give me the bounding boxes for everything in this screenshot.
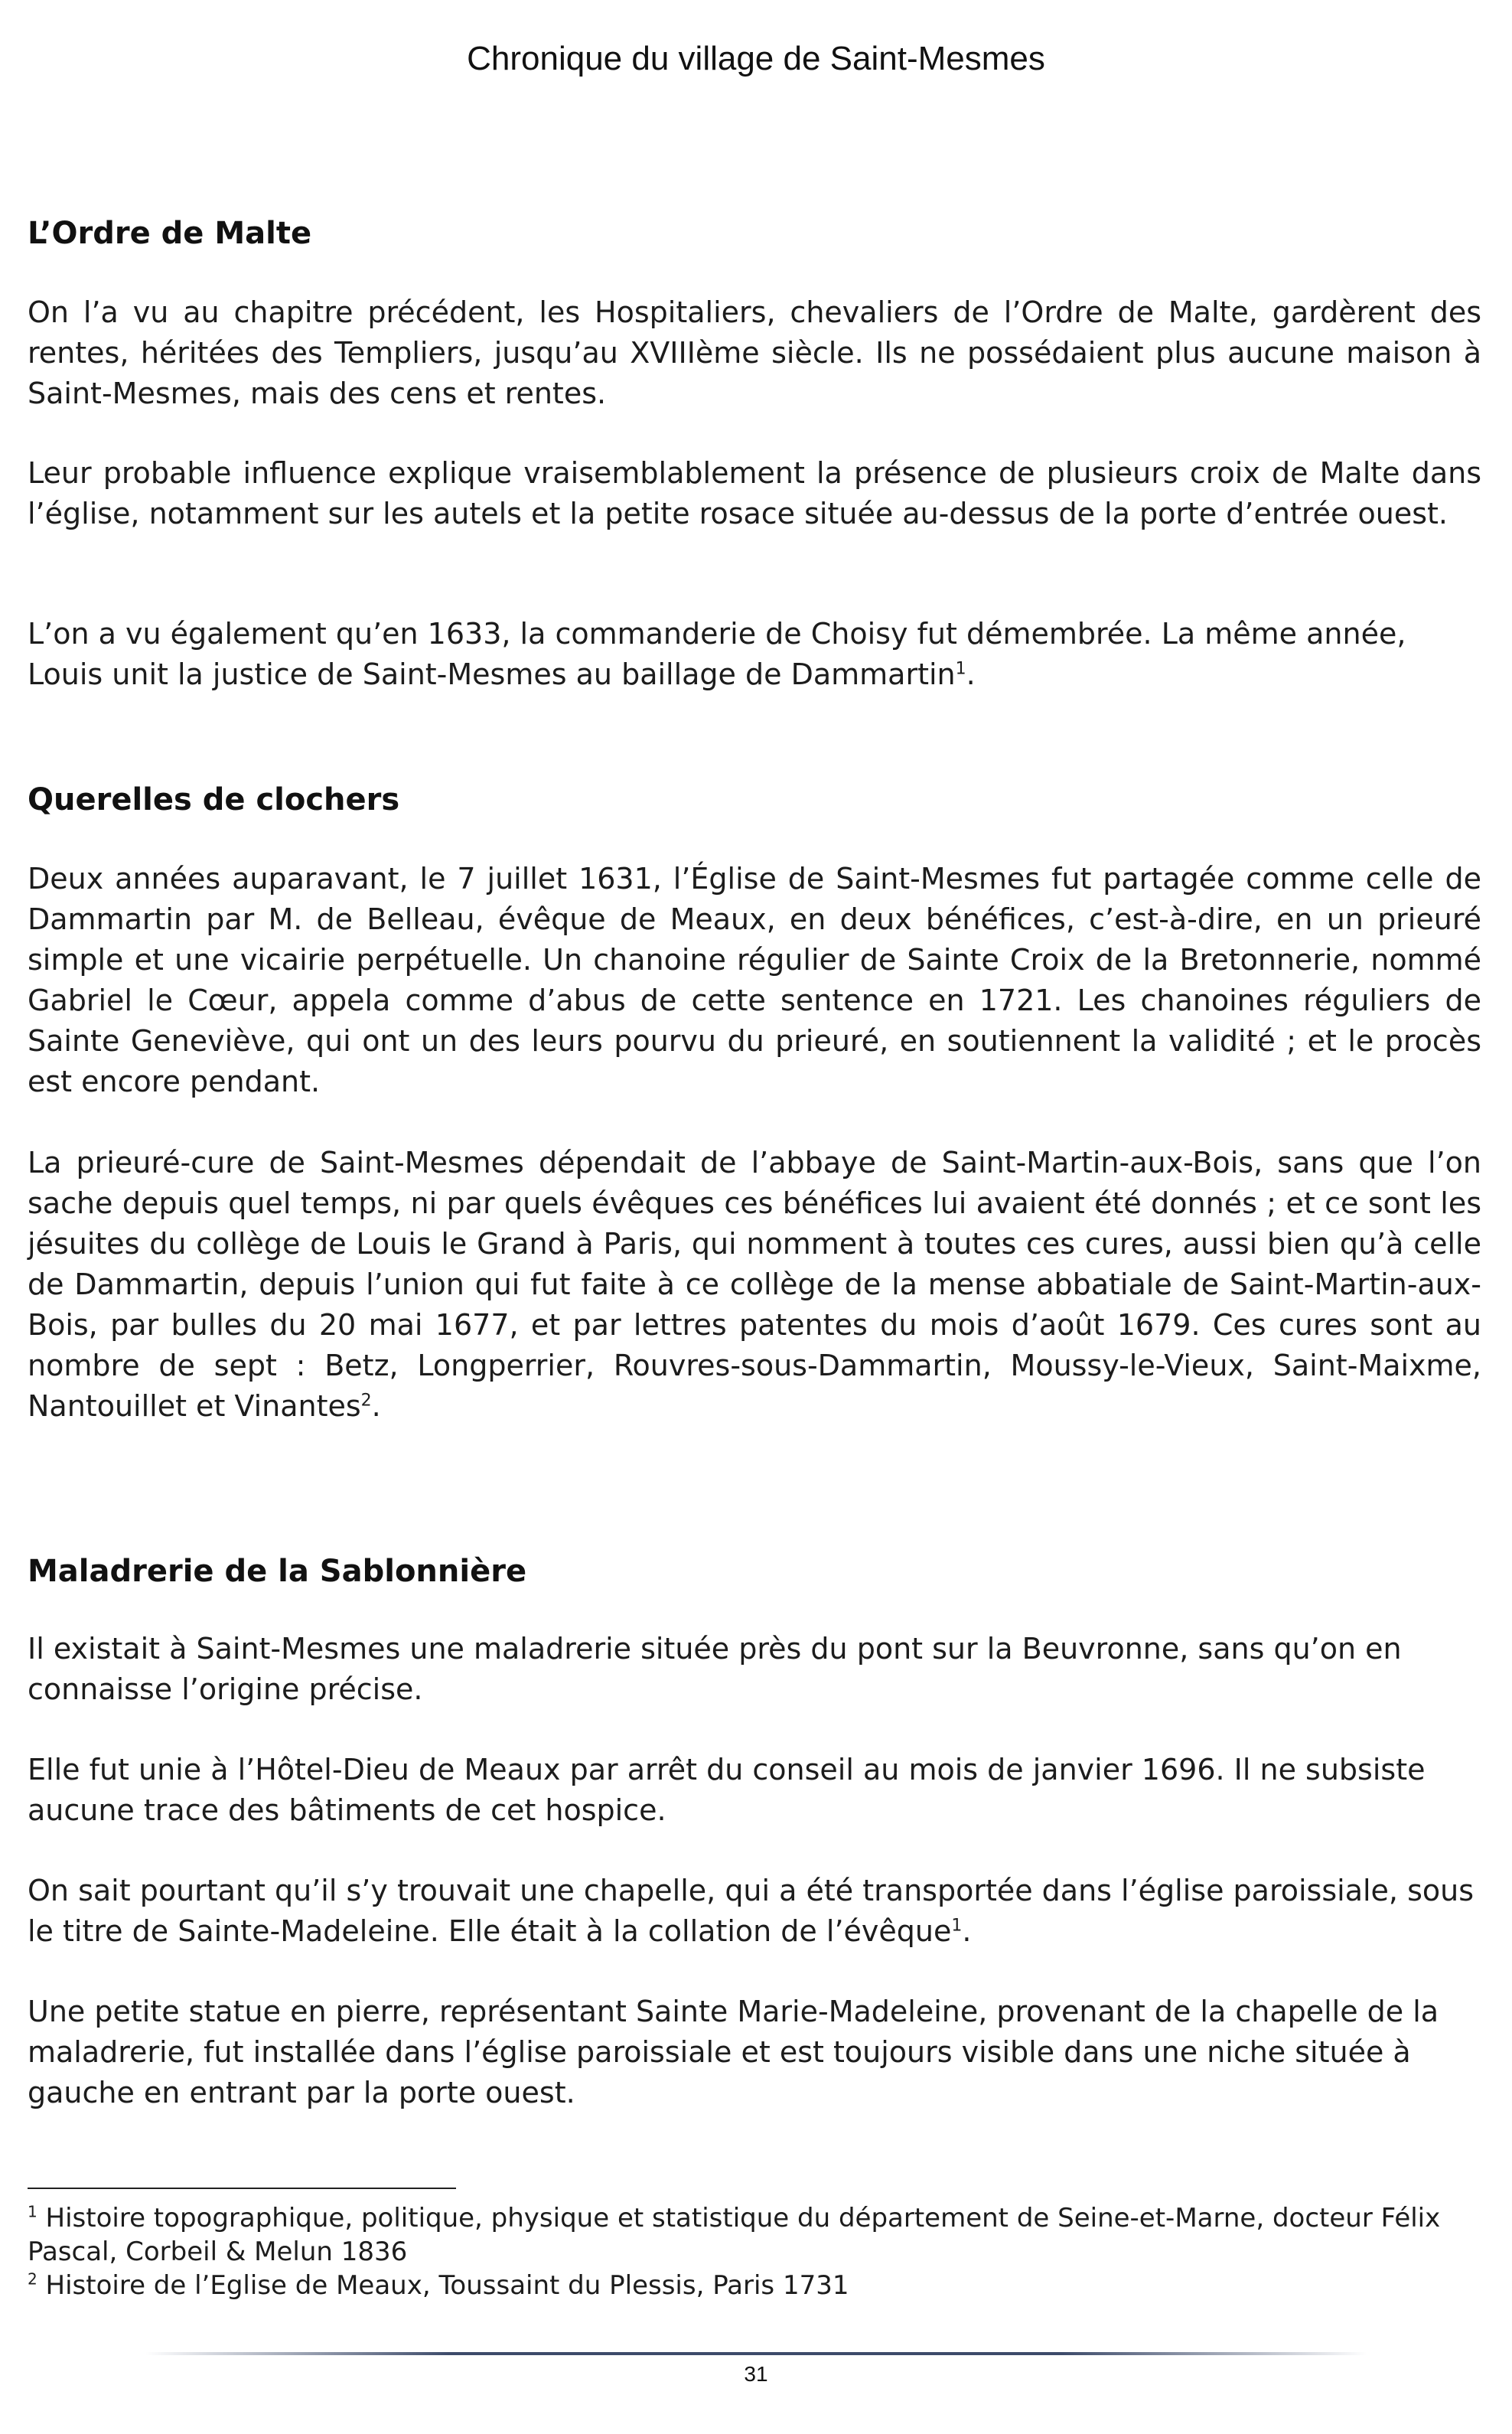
- footnote-separator: [28, 2188, 456, 2189]
- paragraph-text: On sait pourtant qu’il s’y trouvait une chapelle, qui a été transportée dans l’église paroissiale, sous le titre de Sainte-Madeleine. Elle était à la collation de l’évêque: [28, 1874, 1475, 1948]
- paragraph: [28, 1143, 1481, 1427]
- footnote-ref: 1: [955, 659, 966, 679]
- section-heading-querelles-de-clochers: Querelles de clochers: [28, 782, 400, 817]
- footnote-ref: 1: [951, 1916, 963, 1936]
- footnote-ref: 2: [360, 1391, 372, 1411]
- section-heading-maladrerie: Maladrerie de la Sablonnière: [28, 1554, 527, 1589]
- paragraph: Elle fut unie à l’Hôtel-Dieu de Meaux par arrêt du conseil au mois de janvier 1696. Il ne subsiste aucune trace des bâtiments de cet hospice.: [28, 1753, 1426, 1827]
- paragraph-tail: .: [371, 1389, 381, 1423]
- section-heading-ordre-de-malte: L’Ordre de Malte: [28, 216, 312, 251]
- paragraph-tail: .: [962, 1914, 972, 1948]
- paragraph: Deux années auparavant, le 7 juillet 1631, l’Église de Saint-Mesmes fut partagée comme celle de Dammartin par M. de Belleau, évêque de Meaux, en deux bénéfices, c’est-à-dire, en un prieuré simple et une vicairie perpétuelle. Un chanoine régulier de Sainte Croix de la Bretonnerie, nommé Gabriel le Cœur, appela comme d’abus de cette sentence en 1721. Les chanoines réguliers de Sainte Geneviève, qui ont un des leurs pourvu du prieuré, en soutiennent la validité ; et le procès est encore pendant.: [28, 862, 1481, 1098]
- footnote-mark: 1: [28, 2202, 37, 2221]
- running-header: Chronique du village de Saint-Mesmes: [467, 40, 1045, 77]
- paragraph: [28, 1871, 1481, 1952]
- paragraph: [28, 614, 1481, 695]
- footnote-text: Histoire de l’Eglise de Meaux, Toussaint du Plessis, Paris 1731: [37, 2270, 849, 2301]
- page-number: 31: [744, 2362, 768, 2386]
- paragraph: Il existait à Saint-Mesmes une maladrerie située près du pont sur la Beuvronne, sans qu’on en connaisse l’origine précise.: [28, 1632, 1402, 1706]
- footnote-item: [28, 2269, 1481, 2302]
- paragraph-tail: .: [966, 657, 976, 691]
- paragraph: On l’a vu au chapitre précédent, les Hospitaliers, chevaliers de l’Ordre de Malte, gardèrent des rentes, héritées des Templiers, jusqu’au XVIIIème siècle. Ils ne possédaient plus aucune maison à Saint-Mesmes, mais des cens et rentes.: [28, 295, 1481, 410]
- paragraph-text: La prieuré-cure de Saint-Mesmes dépendait de l’abbaye de Saint-Martin-aux-Bois, sans que l’on sache depuis quel temps, ni par quels évêques ces bénéfices lui avaient été donnés ; et ce sont les jésuites du collège de Louis le Grand à Paris, qui nomment à toutes ces cures, aussi bien qu’à celle de Dammartin, depuis l’union qui fut faite à ce collège de la mense abbatiale de Saint-Martin-aux-Bois, par bulles du 20 mai 1677, et par lettres patentes du mois d’août 1679. Ces cures sont au nombre de sept : Betz, Longperrier, Rouvres-sous-Dammartin, Moussy-le-Vieux, Saint-Maixme, Nantouillet et Vinantes: [28, 1146, 1481, 1423]
- footnote-mark: 2: [28, 2269, 37, 2289]
- paragraph: Leur probable influence explique vraisemblablement la présence de plusieurs croix de Malte dans l’église, notamment sur les autels et la petite rosace située au-dessus de la porte d’entrée ouest.: [28, 456, 1481, 530]
- footnote-item: [28, 2201, 1481, 2269]
- footer-divider: [145, 2352, 1367, 2355]
- footnotes: [28, 2201, 1481, 2302]
- footnote-text: Histoire topographique, politique, physique et statistique du département de Seine-et-Marne, docteur Félix Pascal, Corbeil & Melun 1836: [28, 2203, 1441, 2267]
- paragraph: Une petite statue en pierre, représentant Sainte Marie-Madeleine, provenant de la chapelle de la maladrerie, fut installée dans l’église paroissiale et est toujours visible dans une niche située à gauche en entrant par la porte ouest.: [28, 1995, 1439, 2109]
- paragraph-text: L’on a vu également qu’en 1633, la commanderie de Choisy fut démembrée. La même année, Louis unit la justice de Saint-Mesmes au baillage de Dammartin: [28, 617, 1406, 691]
